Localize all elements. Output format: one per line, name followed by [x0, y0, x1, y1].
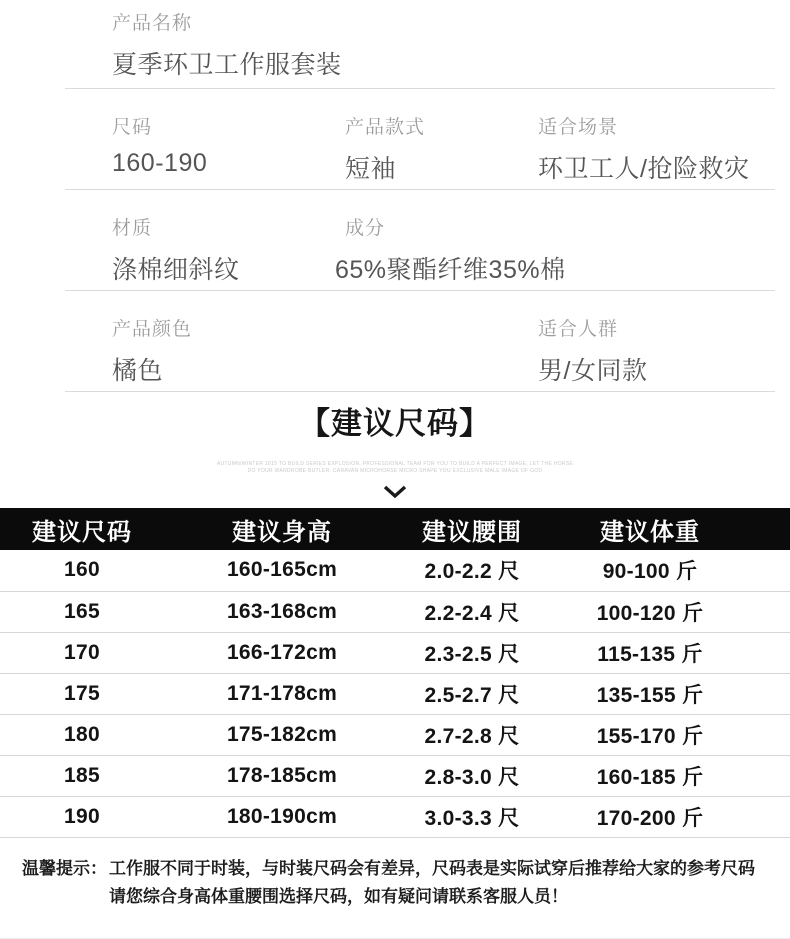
- size-table-header: [0, 508, 790, 550]
- spec-row-color-people: [65, 291, 775, 392]
- col-header-height: 建议身高: [232, 518, 332, 546]
- spec-cell-style: [345, 112, 425, 185]
- table-row: [0, 673, 790, 714]
- col-header-weight: 建议体重: [600, 518, 700, 546]
- cell-weight: 135-155 斤: [596, 683, 704, 707]
- note-body: [109, 855, 755, 911]
- cell-weight: 160-185 斤: [596, 765, 704, 789]
- cell-weight: 115-135 斤: [597, 642, 703, 666]
- cell-height: 160-165cm: [226, 558, 338, 582]
- note: [0, 838, 790, 911]
- spec-label: 适合场景: [538, 117, 619, 138]
- spec-row-product-name: [65, 0, 775, 89]
- cell-height: 178-185cm: [226, 763, 338, 787]
- cell-waist: 2.2-2.4 尺: [424, 601, 520, 625]
- spec-value: 橘色: [112, 357, 164, 385]
- spec-value: 短袖: [345, 155, 397, 183]
- watermark-line: AUTUMN/WINTER 2015 TO BUILD SERIES EXPLOSION, PROFESSIONAL TEAM FOR YOU TO BUILD A PERFECT IMAGE, LET THE HORSE: [216, 461, 574, 467]
- cell-height: 166-172cm: [226, 640, 338, 664]
- spec-label: 适合人群: [538, 319, 619, 340]
- table-row: [0, 755, 790, 796]
- table-row: [0, 632, 790, 673]
- cell-height: 175-182cm: [226, 722, 338, 746]
- cell-size: 180: [64, 722, 100, 746]
- spec-value: 环卫工人/抢险救灾: [538, 155, 750, 183]
- cell-height: 163-168cm: [226, 599, 338, 623]
- spec-cell-color: [112, 314, 192, 387]
- spec-label: 尺码: [112, 117, 153, 138]
- watermark-line: DO YOUR WARDROBE BUTLER, CARAVAN MICROHORSE MICRO SHAPE YOU EXCLUSIVE MALE IMAGE OF GOD: [247, 468, 543, 474]
- cell-height: 171-178cm: [226, 681, 338, 705]
- table-row: [0, 591, 790, 632]
- spec-cell-product-name: [112, 8, 342, 81]
- spec-cell-material: [112, 213, 240, 286]
- cell-weight: 170-200 斤: [596, 806, 704, 830]
- cell-waist: 2.8-3.0 尺: [424, 765, 520, 789]
- chevron-down-icon: [0, 485, 790, 499]
- spec-label: 产品名称: [112, 13, 193, 34]
- spec-label: 成分: [345, 218, 386, 239]
- cell-waist: 3.0-3.3 尺: [424, 806, 520, 830]
- cell-waist: 2.5-2.7 尺: [424, 683, 520, 707]
- spec-cell-people: [538, 314, 647, 387]
- cell-weight: 100-120 斤: [596, 601, 704, 625]
- spec-row-material-composition: [65, 190, 775, 291]
- cell-size: 175: [64, 681, 100, 705]
- size-table: [0, 508, 790, 838]
- spec-cell-composition: [335, 213, 566, 286]
- spec-label: 产品颜色: [112, 319, 193, 340]
- cell-waist: 2.0-2.2 尺: [424, 560, 520, 584]
- note-line: 工作服不同于时装，与时装尺码会有差异，尺码表是实际试穿后推荐给大家的参考尺码: [109, 858, 755, 878]
- section-title: 【建议尺码】: [299, 406, 491, 441]
- cell-weight: 90-100 斤: [602, 560, 698, 584]
- spec-value: 夏季环卫工作服套装: [112, 51, 342, 79]
- cell-size: 185: [64, 763, 100, 787]
- cell-waist: 2.3-2.5 尺: [424, 642, 520, 666]
- cell-size: 160: [64, 558, 100, 582]
- cell-weight: 155-170 斤: [596, 724, 704, 748]
- spec-cell-scene: [538, 112, 749, 185]
- cell-size: 165: [64, 599, 100, 623]
- cell-waist: 2.7-2.8 尺: [424, 724, 520, 748]
- table-row: [0, 550, 790, 591]
- spec-section: [65, 0, 775, 392]
- watermark-text: [0, 461, 790, 475]
- col-header-waist: 建议腰围: [422, 518, 522, 546]
- col-header-size: 建议尺码: [32, 518, 132, 546]
- cell-size: 190: [64, 804, 100, 828]
- table-row: [0, 714, 790, 755]
- note-line: 请您综合身高体重腰围选择尺码，如有疑问请联系客服人员！: [109, 886, 568, 906]
- table-row: [0, 796, 790, 837]
- spec-label: 产品款式: [345, 117, 426, 138]
- spec-row-size-style-scene: [65, 89, 775, 190]
- spec-cell-size: [112, 112, 207, 178]
- spec-label: 材质: [112, 218, 153, 239]
- spec-value: 男/女同款: [538, 357, 648, 385]
- note-prefix: 温馨提示：: [22, 858, 107, 878]
- spec-value: 65%聚酯纤维35%棉: [335, 256, 566, 284]
- cell-height: 180-190cm: [226, 804, 338, 828]
- cell-size: 170: [64, 640, 100, 664]
- spec-value: 160-190: [112, 149, 208, 177]
- spec-value: 涤棉细斜纹: [112, 256, 240, 284]
